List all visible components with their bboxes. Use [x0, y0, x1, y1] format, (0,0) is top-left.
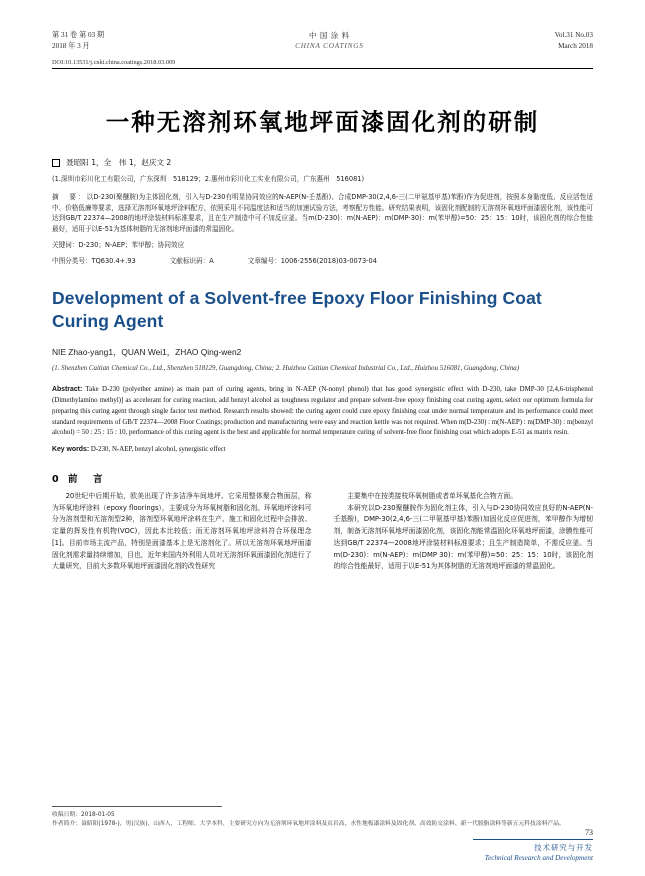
authors-cn-text: 聂昭阳 1，全 伟 1，赵庆文 2: [66, 158, 172, 168]
footnotes: [52, 806, 593, 830]
classification-codes: [52, 255, 593, 265]
header-divider: [52, 68, 593, 69]
footer-section-cn: 技术研究与开发: [534, 843, 593, 852]
journal-name-en: CHINA COATINGS: [295, 42, 364, 51]
abstract-text-en: Take D-230 (polyether amine) as main part of curing agents, bring in N-AEP (N-nonyl phenol) that has good synergistic effect with D-230, take DMP-30 [2,4,6-trisphenol (Dimethylamino methyl)] as accelerant for curing reaction, add benzyl alcohol as toughness regulator and prepare solvent-free epoxy finishing coat curing agent, select our optimum formula for preparing this curing agent through single factor test method. Research results showed: the curing agent could cure epoxy finishing coat under normal temperature and its performance could meet standard requirements of GB/T 22374—2008 Floor Coatings; production and manufacturing were easy and reaction kettle was not required. When m(D-230) : m(N-AEP) : m(DMP-30) : m(benzyl alcohol) = 50 : 25 : 15 : 10, performance of this curing agent is the best and applicable for normal temperature curing of solvent-free floor finishing coat which adopts E-51 as matrix resin.: [52, 386, 593, 437]
abstract-label-cn: 摘 要：: [52, 193, 87, 202]
page-title-en: Development of a Solvent-free Epoxy Floor Finishing Coat Curing Agent: [52, 287, 542, 331]
body-columns: [52, 491, 593, 573]
header-right: [555, 30, 593, 52]
abstract-cn: [52, 192, 593, 235]
page-header: [52, 30, 593, 52]
section-number: 0: [52, 474, 62, 486]
paragraph: 本研究以D-230聚醚胺作为固化剂主体，引入与D-230协同效应良好的N-AEP(N-壬基酚)，DMP-30(2,4,6-三(二甲氨基甲基)苯酚)加固化反应促进剂，苯甲醇作为增韧剂，制备无溶剂环氧地坪面漆固化剂，该固化剂能常温固化环氧地坪面漆，涂膜性能可达到GB/T 22374—2008地坪涂装材料标准要求；且生产制造简单，不需反应釜。当m(D-230)：m(N-AEP)：m(DMP 30)：m(苯甲醇)=50：25：15：10时，该固化剂的综合性能最好，适用于以E-51为其体树脂的无溶剂地坪面漆的常温固化。: [333, 503, 593, 571]
authors-cn: [52, 157, 593, 168]
section-title: 前 言: [67, 474, 106, 486]
keywords-text-cn: D-230；N-AEP；苯甲醇；协同效应: [78, 240, 185, 249]
volume-issue-en: Vol.31 No.03: [554, 31, 593, 39]
body-column-left: [52, 491, 312, 573]
abstract-label-en: Abstract:: [52, 386, 83, 394]
footnote-divider: [52, 806, 222, 807]
page-number: 73: [585, 828, 593, 837]
keywords-text-en: D-230, N-AEP, benzyl alcohol, synergistic effect: [90, 446, 226, 454]
abstract-en: [52, 385, 593, 439]
page-footer: [473, 828, 593, 862]
keywords-en: [52, 446, 593, 453]
keywords-label-cn: 关键词：: [52, 240, 79, 249]
received-date: 收稿日期：2018-01-05: [52, 811, 115, 818]
header-left: [52, 30, 104, 52]
authors-en: NIE Zhao-yang1，QUAN Wei1，ZHAO Qing-wen2: [52, 346, 242, 357]
keywords-label-en: Key words:: [52, 446, 90, 454]
journal-name-cn: 中 国 涂 料: [309, 31, 350, 40]
footer-rule: [473, 839, 593, 840]
body-column-right: [334, 491, 594, 573]
section-heading: [52, 471, 593, 485]
clc-number: 中图分类号：TQ630.4+.93: [52, 256, 136, 265]
footer-section-en: Technical Research and Development: [484, 854, 593, 862]
document-code: 文献标识码：A: [169, 256, 214, 265]
date-cn: 2018 年 3 月: [52, 41, 90, 50]
page-title-cn: 一种无溶剂环氧地坪面漆固化剂的研制: [105, 108, 540, 137]
header-center: [104, 30, 554, 52]
keywords-cn: [52, 239, 593, 249]
affiliation-en: (1. Shenzhen Caitian Chemical Co., Ltd., Shenzhen 518129, Guangdong, China; 2. Huizhou Caitian Chemical Industrial Co., Ltd., Huizhou 516081, Guangdong, China): [52, 364, 520, 372]
doi-text: DOI:10.13531/j.cnki.china.coatings.2018.03.009: [52, 59, 176, 67]
paragraph: 主要集中在按类接枝环氧树脂或者单环氧基化合物方面。: [347, 492, 518, 501]
square-bullet-icon: [52, 159, 60, 167]
paragraph: 20世纪中后期开始，欧美出现了许多洁净车间地坪。它采用整体聚合物面层，称为环氧地坪涂料（epoxy floorings），主要成分为环氧树脂和固化剂。环氧地坪涂料可分为溶剂型和无溶剂型2种，溶剂型环氧地坪涂料在生产、施工和固化过程中会排放、定量的挥发性有机物(VOC)，因此本比较低；而无溶剂环氧地坪涂料符合环保理念[1]。目前市场主流产品，特别是面漆基本上是无溶剂化了。所以无溶剂环氧地坪面漆固化剂需求量持续增加，目也，近年来国内外利用人员对无溶剂环氧面漆固化剂进行了大量研究，目前大多数环氧地坪面漆固化剂的改性研究: [52, 492, 312, 571]
affiliation-cn: (1.深圳市彩川化工有限公司，广东深圳 518129；2.惠州市彩川化工实业有限公司，广东惠州 516081): [52, 175, 365, 184]
abstract-text-cn: 以D-230(聚醚胺)为主体固化剂，引入与D-230有明显协同效应的N-AEP(N-壬基酚)、合成DMP-30(2,4,6-三(二甲氨基甲基)苯酚)作为促进剂，按照本身黏度低、反应活性适中、价格低廉等要求，选择无溶剂环氧地坪涂料配方，依照采用不同温度法和适当的加速试验方法，考察配方性能。研究结果表明，该固化剂配制的无溶剂环氧地坪面漆固化剂，该性能可达到GB/T 22374—2008的地坪涂装材料标准要求，且在生产制造中可不加反应釜。当m(D-230)：m(N-AEP)：m(DMP-30)：m(苯甲醇)=50：25：15：10时，该固化剂的综合性能最好，适用于以E-51为基体树脂的无溶剂地坪面漆的常温固化。: [52, 193, 593, 234]
author-bio: 作者简介：聂昭阳(1978-)，男(汉族)，山西人，工程师，大学本科，主要研究方向为无溶剂环氧地坪涂料及页岩高、水性地板漆涂料及固化剂、高效防交涂料、新一代脱脂涂料等新五元科技涂料产品。: [52, 821, 565, 828]
volume-issue-cn: 第 31 卷 第 03 期: [52, 31, 105, 39]
date-en: March 2018: [558, 41, 593, 50]
article-number: 文章编号：1006-2556(2018)03-0073-04: [247, 256, 377, 265]
